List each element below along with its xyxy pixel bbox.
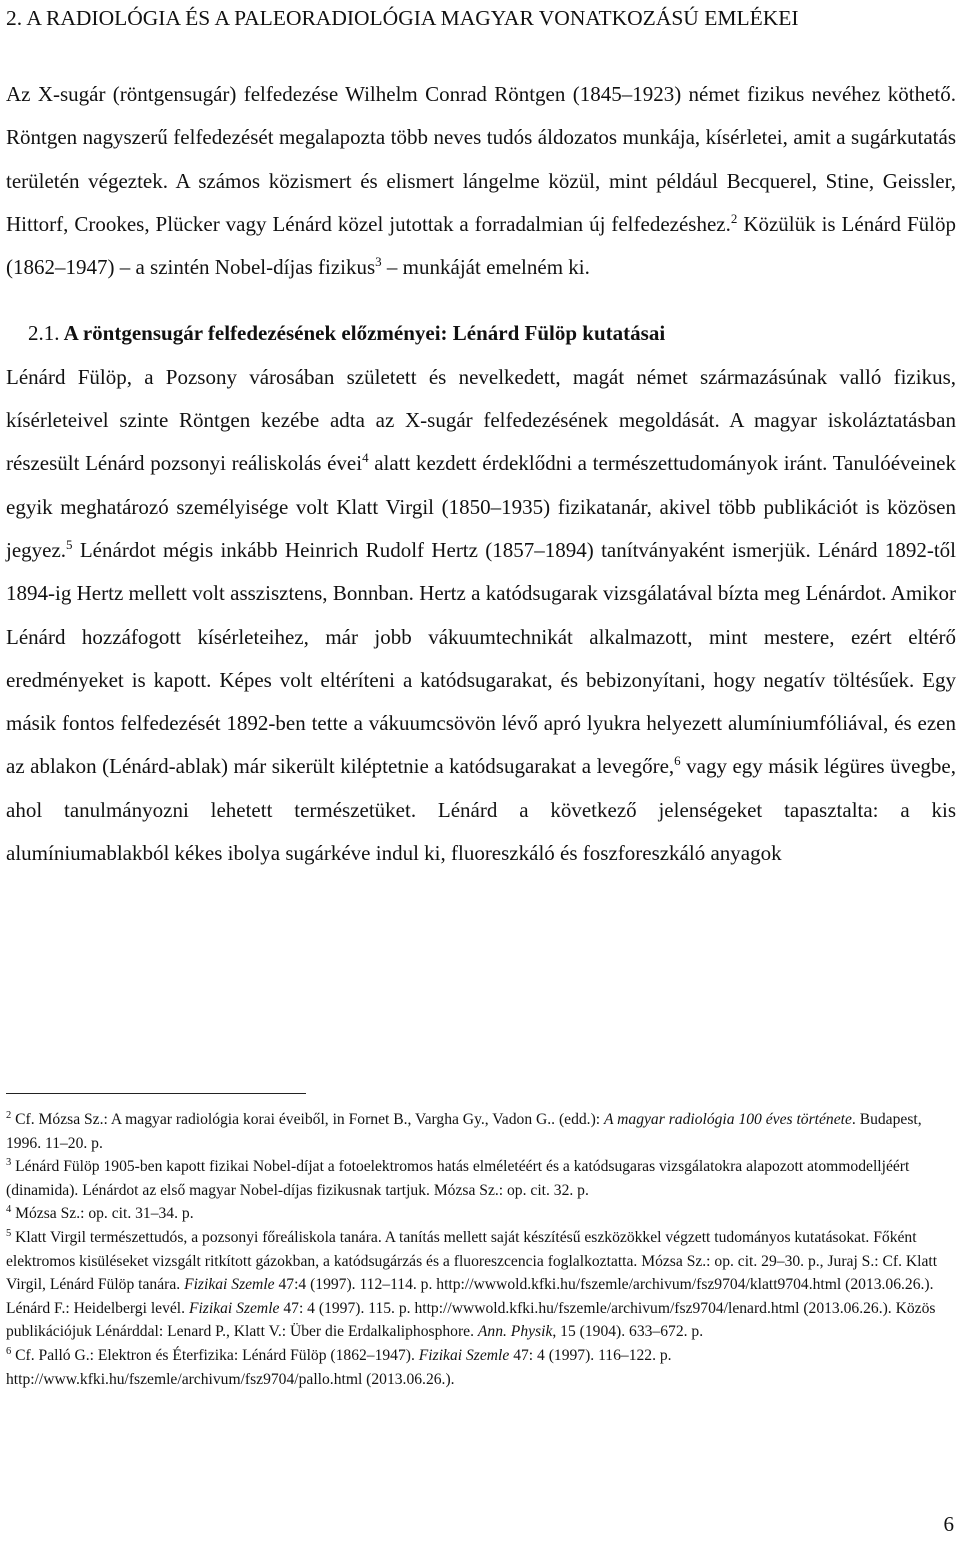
section-title: A röntgensugár felfedezésének előzményei: Lénárd Fülöp kutatásai (63, 321, 666, 346)
intro-paragraph (6, 73, 956, 289)
footnote-2 (6, 1108, 956, 1155)
footnote-2-text: Cf. Mózsa Sz.: A magyar radiológia korai éveiből, in Fornet B., Vargha Gy., Vadon G.. (edd.): (11, 1111, 605, 1128)
page-number: 6 (943, 1512, 954, 1536)
body-text-1: Lénárd Fülöp, a Pozsony városában született és nevelkedett, magát német származásúnak valló fizikus, kísérleteivel szinte Röntgen kezébe adta az X-sugár felfedezésének megoldását. A magyar iskoláztatásban részesült Lénárd pozsonyi reáliskolás évei (6, 364, 956, 476)
footnote-5-text-4: , 15 (1904). 633–672. p. (552, 1323, 704, 1341)
footnote-5-text: Klatt Virgil természettudós, a pozsonyi főreáliskola tanára. A tanítás mellett saját készítésű eszközökkel végzett tudományos kutatásokat. Főként elektromos kisüléseket vizsgált ritkított gázokban, a katódsugárzás és a fluoreszcencia foglalkoztatta. Mózsa Sz.: op. cit. 29–30. p., Juraj S.: Cf. Klatt Virgil, Lénárd Fülöp tanára. (6, 1228, 938, 1294)
section-number: 2.1. (28, 321, 60, 346)
footnote-2-text-end: . Budapest, 1996. 11–20. p. (6, 1111, 922, 1152)
footnotes (6, 1108, 956, 1391)
footnote-5 (6, 1226, 956, 1344)
intro-text-1: Az X-sugár (röntgensugár) felfedezése Wilhelm Conrad Röntgen (1845–1923) német fizikus nevéhez köthető. Röntgen nagyszerű felfedezését megalapozta több neves tudós áldozatos munkája, kísérletei, amit a sugárkutatás területén végeztek. A számos közismert és elismert lángelme közül, mint például Becquerel, Stine, Geissler, Hittorf, Crookes, Plücker vagy Lénárd közel jutottak a forradalmian új felfedezéshez. (6, 82, 956, 236)
footnote-5-journal-3: Ann. Physik (477, 1323, 553, 1341)
footnote-ref-2[interactable]: 2 (730, 210, 738, 226)
body-paragraph (6, 356, 956, 876)
footnote-mark-2: 2 (6, 1109, 12, 1121)
footnote-6 (6, 1344, 956, 1391)
footnote-3-text: Lénárd Fülöp 1905-ben kapott fizikai Nobel-díjat a fotoelektromos hatás elméletéért és a katódsugaras vizsgálatokra alapozott atommodelljéért (dinamida). Lénárdot az első magyar Nobel-díjas fizikusnak tartjuk. Mózsa Sz.: op. cit. 32. p. (6, 1158, 910, 1199)
section-heading (6, 312, 956, 355)
footnote-5-text-2: 47:4 (1997). 112–114. p. http://wwwold.kfki.hu/fszemle/archivum/fsz9704/klatt9704.html (2013.06.26.). Lénárd F.: Heidelbergi levél. (6, 1276, 934, 1317)
footnote-6-text: Cf. Palló G.: Elektron és Éterfizika: Lénárd Fülöp (1862–1947). (11, 1346, 419, 1364)
body-text-2: alatt kezdett érdeklődni a természettudományok iránt. Tanulóéveinek egyik meghatározó személyisége volt Klatt Virgil (1850–1935) fizikatanár, akivel több publikációt is közösen jegyez. (6, 451, 956, 562)
body-text-3: Lénárdot mégis inkább Heinrich Rudolf Hertz (1857–1894) tanítványaként ismerjük. Lénárd 1892-től 1894-ig Hertz mellett volt asszisztens, Bonnban. Hertz a katódsugarak vizsgálatával bízta meg Lénárdot. Amikor Lénárd hozzáfogott kísérleteihez, már jobb vákuumtechnikát alkalmazott, mint mestere, ezért eltérő eredményeket is kapott. Képes volt eltéríteni a katódsugarakat, és bebizonyítani, hogy negatív töltésűek. Egy másik fontos felfedezését 1892-ben tette a vákuumcsövön lévő apró lyukra helyezett alumíniumfóliával, és ezen az ablakon (Lénárd-ablak) már sikerült kiléptetnie a katódsugarakat a levegőre, (6, 537, 956, 779)
footnote-mark-5: 5 (6, 1227, 12, 1239)
footnote-2-title: A magyar radiológia 100 éves története (604, 1111, 852, 1128)
footnote-mark-3: 3 (6, 1157, 12, 1168)
body-text-4: vagy egy másik légüres üvegbe, ahol tanulmányozni lehetett természetüket. Lénárd a következő jelenségeket tapasztalta: a kis alumíniumablakból kékes ibolya sugárkéve indul ki, fluoreszkáló és foszforeszkáló anyagok (6, 754, 956, 866)
footnote-5-text-3: 47: 4 (1997). 115. p. http://wwwold.kfki.hu/fszemle/archivum/fsz9704/lenard.html (2013.06.26.). Közös publikációjuk Lénárddal: Lenard P., Klatt V.: Über die Erdalkaliphosphore. (6, 1299, 936, 1341)
footnote-ref-3[interactable]: 3 (375, 254, 382, 270)
footnote-ref-4[interactable]: 4 (362, 450, 369, 466)
footnote-5-journal-1: Fizikai Szemle (184, 1276, 275, 1294)
chapter-title: 2. A RADIOLÓGIA ÉS A PALEORADIOLÓGIA MAGYAR VONATKOZÁSÚ EMLÉKEI (6, 6, 799, 30)
footnote-mark-6: 6 (6, 1345, 12, 1357)
footnote-mark-4: 4 (6, 1204, 12, 1216)
footnote-ref-5[interactable]: 5 (66, 536, 73, 552)
footnote-4 (6, 1202, 956, 1226)
footnote-6-journal: Fizikai Szemle (418, 1346, 510, 1364)
footnote-4-text: Mózsa Sz.: op. cit. 31–34. p. (11, 1205, 194, 1223)
intro-text-2: Közülük is Lénárd Fülöp (1862–1947) – a szintén Nobel-díjas fizikus (6, 211, 956, 280)
footnote-ref-6[interactable]: 6 (674, 753, 681, 769)
footnote-3 (6, 1155, 956, 1202)
document-page (6, 0, 956, 875)
footnote-6-text-end: 47: 4 (1997). 116–122. p. http://www.kfki.hu/fszemle/archivum/fsz9704/pallo.html (2013.06.26.). (6, 1346, 672, 1388)
footnote-5-journal-2: Fizikai Szemle (188, 1299, 280, 1317)
intro-text-3: – munkáját emelném ki. (381, 255, 590, 280)
footnote-separator (6, 1093, 306, 1094)
